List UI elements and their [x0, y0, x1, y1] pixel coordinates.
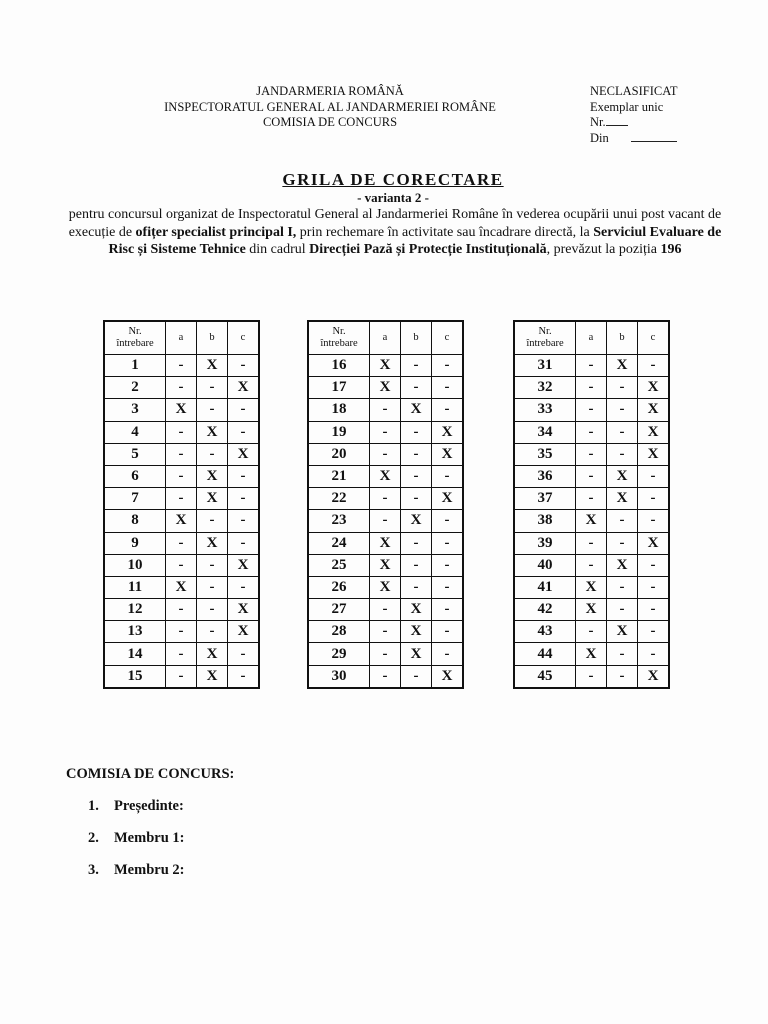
question-number: 9	[104, 532, 166, 554]
question-number: 15	[104, 665, 166, 688]
answer-cell-c: -	[228, 510, 260, 532]
answer-cell-c: -	[228, 399, 260, 421]
answer-cell-c: -	[638, 643, 670, 665]
question-number: 42	[514, 599, 576, 621]
answer-cell-a: -	[166, 355, 197, 377]
din-line	[631, 131, 677, 142]
answer-cell-b: X	[607, 554, 638, 576]
table-row	[308, 599, 463, 621]
table-row	[104, 399, 259, 421]
table-row	[104, 576, 259, 598]
table-row	[514, 465, 669, 487]
answer-cell-a: -	[576, 399, 607, 421]
answer-cell-c: X	[638, 443, 670, 465]
answer-cell-a: -	[166, 621, 197, 643]
intro-paragraph: pentru concursul organizat de Inspectoratul General al Jandarmeriei Române în vederea ocupării unui post vacant de execuție de ofițer specialist principal I, prin rechemare în activitate sau încadrare directă, la Serviciul Evaluare de Risc și Sisteme Tehnice din cadrul Direcției Pază și Protecție Instituțională, prevăzut la poziția 196	[68, 207, 722, 257]
header-nr: Nr.	[128, 326, 142, 337]
option-header-c: c	[432, 321, 464, 355]
member-row: 1. Președinte:	[88, 798, 184, 830]
option-header-b: b	[197, 321, 228, 355]
table-row	[514, 665, 669, 688]
table-row	[514, 554, 669, 576]
question-number: 20	[308, 443, 370, 465]
answer-cell-a: -	[166, 532, 197, 554]
table-row	[308, 532, 463, 554]
table-row	[308, 443, 463, 465]
answer-cell-c: X	[638, 665, 670, 688]
answer-cell-a: X	[576, 643, 607, 665]
answer-cell-b: X	[197, 355, 228, 377]
answer-cell-b: -	[607, 510, 638, 532]
header-nr: Nr.	[538, 326, 552, 337]
answer-cell-c: X	[228, 443, 260, 465]
question-number: 44	[514, 643, 576, 665]
answer-cell-c: -	[228, 665, 260, 688]
answer-cell-c: X	[638, 532, 670, 554]
question-number: 36	[514, 465, 576, 487]
question-number: 16	[308, 355, 370, 377]
question-number: 26	[308, 576, 370, 598]
question-number: 8	[104, 510, 166, 532]
table-row	[104, 465, 259, 487]
answer-cell-b: -	[197, 554, 228, 576]
table-row	[104, 443, 259, 465]
answer-cell-b: -	[197, 576, 228, 598]
table-row	[514, 532, 669, 554]
answer-cell-b: X	[197, 643, 228, 665]
nr-label: Nr.	[590, 115, 606, 129]
answer-cell-b: -	[197, 621, 228, 643]
question-number: 33	[514, 399, 576, 421]
question-number: 30	[308, 665, 370, 688]
table-row	[308, 355, 463, 377]
nr-field	[590, 115, 750, 131]
answer-cell-a: X	[576, 510, 607, 532]
answer-cell-b: -	[401, 377, 432, 399]
option-header-a: a	[166, 321, 197, 355]
question-number: 19	[308, 421, 370, 443]
question-number: 18	[308, 399, 370, 421]
answer-cell-c: X	[228, 599, 260, 621]
answer-cell-a: -	[166, 599, 197, 621]
question-number: 13	[104, 621, 166, 643]
answer-cell-c: X	[432, 443, 464, 465]
answer-cell-c: -	[228, 355, 260, 377]
table-row	[308, 665, 463, 688]
answer-cell-c: -	[638, 510, 670, 532]
answer-cell-a: X	[370, 377, 401, 399]
table-row	[104, 510, 259, 532]
member-row: 2. Membru 1:	[88, 830, 184, 862]
table-row	[104, 532, 259, 554]
table-header-row	[308, 321, 463, 355]
answer-cell-c: -	[638, 576, 670, 598]
answer-cell-b: X	[197, 488, 228, 510]
question-number: 12	[104, 599, 166, 621]
answer-cell-b: -	[401, 665, 432, 688]
answer-cell-b: -	[401, 532, 432, 554]
answer-table-2	[307, 320, 464, 689]
din-field	[590, 131, 750, 147]
answer-cell-c: -	[432, 532, 464, 554]
answer-cell-a: -	[576, 355, 607, 377]
answer-cell-b: -	[401, 421, 432, 443]
answer-table-3	[513, 320, 670, 689]
answer-cell-a: -	[166, 465, 197, 487]
table-header-row	[514, 321, 669, 355]
question-number: 23	[308, 510, 370, 532]
answer-cell-c: -	[432, 576, 464, 598]
table-row	[104, 355, 259, 377]
table-row	[514, 510, 669, 532]
classification-block	[590, 84, 750, 146]
answer-cell-b: X	[197, 665, 228, 688]
answer-cell-c: -	[432, 643, 464, 665]
answer-cell-b: X	[197, 532, 228, 554]
answer-cell-b: X	[401, 599, 432, 621]
answer-cell-a: -	[576, 443, 607, 465]
answer-cell-b: -	[401, 355, 432, 377]
answer-cell-c: -	[228, 532, 260, 554]
answer-cell-a: -	[576, 465, 607, 487]
answer-cell-b: -	[607, 399, 638, 421]
table-row	[514, 399, 669, 421]
table-row	[308, 643, 463, 665]
answer-cell-a: -	[370, 621, 401, 643]
answer-cell-c: -	[228, 465, 260, 487]
member-label: Membru 2:	[114, 862, 185, 878]
answer-cell-a: -	[576, 554, 607, 576]
nr-line	[606, 115, 628, 126]
question-number: 39	[514, 532, 576, 554]
question-number: 10	[104, 554, 166, 576]
table-row	[308, 465, 463, 487]
answer-cell-c: X	[228, 621, 260, 643]
header-intrebare: întrebare	[320, 338, 358, 349]
answer-cell-b: -	[197, 377, 228, 399]
table-row	[104, 488, 259, 510]
option-header-b: b	[401, 321, 432, 355]
answer-cell-a: -	[166, 443, 197, 465]
table-row	[514, 576, 669, 598]
table-row	[514, 599, 669, 621]
answer-cell-a: -	[576, 421, 607, 443]
question-number: 6	[104, 465, 166, 487]
table-row	[308, 510, 463, 532]
answer-cell-b: X	[197, 465, 228, 487]
question-number: 24	[308, 532, 370, 554]
answer-cell-c: X	[432, 665, 464, 688]
option-header-a: a	[370, 321, 401, 355]
question-number: 4	[104, 421, 166, 443]
din-label: Din	[590, 130, 609, 145]
table-row	[104, 665, 259, 688]
answer-cell-a: X	[370, 355, 401, 377]
answer-cell-a: -	[166, 421, 197, 443]
table-row	[514, 643, 669, 665]
member-row: 3. Membru 2:	[88, 862, 184, 894]
answer-cell-c: X	[432, 488, 464, 510]
answer-cell-a: -	[576, 488, 607, 510]
exemplar: Exemplar unic	[590, 99, 664, 114]
answer-cell-b: -	[401, 465, 432, 487]
question-number: 21	[308, 465, 370, 487]
question-number: 2	[104, 377, 166, 399]
answer-cell-c: X	[228, 377, 260, 399]
answer-cell-c: -	[432, 621, 464, 643]
answer-cell-c: -	[432, 510, 464, 532]
question-number: 28	[308, 621, 370, 643]
question-number: 38	[514, 510, 576, 532]
answer-cell-c: -	[432, 399, 464, 421]
answer-cell-c: -	[638, 554, 670, 576]
question-number: 27	[308, 599, 370, 621]
answer-cell-c: -	[228, 488, 260, 510]
option-header-b: b	[607, 321, 638, 355]
table-row	[308, 554, 463, 576]
answer-cell-a: -	[370, 399, 401, 421]
answer-cell-a: X	[166, 576, 197, 598]
answer-cell-b: X	[401, 621, 432, 643]
answer-cell-c: -	[228, 421, 260, 443]
answer-cell-c: -	[228, 643, 260, 665]
table-row	[104, 421, 259, 443]
answer-cell-b: -	[197, 510, 228, 532]
table-row	[514, 377, 669, 399]
table-row	[104, 599, 259, 621]
issuer-line-2: INSPECTORATUL GENERAL AL JANDARMERIEI ROMÂNE	[164, 99, 496, 114]
answer-cell-b: -	[607, 643, 638, 665]
table-row	[514, 443, 669, 465]
answer-cell-b: -	[401, 443, 432, 465]
table-row	[104, 643, 259, 665]
answer-cell-c: X	[638, 377, 670, 399]
answer-cell-b: -	[401, 488, 432, 510]
answer-cell-b: X	[401, 399, 432, 421]
member-label: Membru 1:	[114, 830, 185, 846]
answer-cell-c: X	[228, 554, 260, 576]
answer-cell-c: -	[432, 554, 464, 576]
option-header-c: c	[638, 321, 670, 355]
classification: NECLASIFICAT	[590, 84, 678, 98]
question-number-header	[308, 321, 370, 355]
answer-cell-c: -	[638, 599, 670, 621]
question-number: 34	[514, 421, 576, 443]
table-row	[514, 421, 669, 443]
answer-cell-b: -	[401, 576, 432, 598]
table-row	[308, 488, 463, 510]
question-number: 35	[514, 443, 576, 465]
question-number-header	[104, 321, 166, 355]
question-number: 1	[104, 355, 166, 377]
question-number: 45	[514, 665, 576, 688]
answer-cell-c: -	[432, 377, 464, 399]
answer-cell-a: X	[576, 576, 607, 598]
answer-cell-a: -	[370, 488, 401, 510]
commission-members	[88, 798, 184, 894]
table-row	[308, 377, 463, 399]
question-number: 14	[104, 643, 166, 665]
table-row	[308, 621, 463, 643]
question-number: 41	[514, 576, 576, 598]
commission-heading: COMISIA DE CONCURS:	[66, 766, 235, 782]
table-row	[308, 421, 463, 443]
question-number: 29	[308, 643, 370, 665]
answer-cell-b: X	[607, 488, 638, 510]
table-row	[308, 576, 463, 598]
answer-cell-b: -	[401, 554, 432, 576]
answer-cell-c: X	[638, 399, 670, 421]
answer-cell-b: -	[607, 377, 638, 399]
question-number: 32	[514, 377, 576, 399]
answer-cell-c: -	[638, 465, 670, 487]
question-number: 31	[514, 355, 576, 377]
answer-cell-a: -	[166, 377, 197, 399]
answer-cell-a: -	[576, 621, 607, 643]
answer-cell-a: X	[370, 554, 401, 576]
answer-cell-a: -	[370, 421, 401, 443]
answer-cell-c: -	[638, 355, 670, 377]
answer-cell-b: -	[197, 599, 228, 621]
question-number: 17	[308, 377, 370, 399]
answer-cell-a: X	[166, 510, 197, 532]
answer-cell-c: X	[432, 421, 464, 443]
answer-cell-a: -	[576, 665, 607, 688]
member-label: Președinte:	[114, 798, 184, 814]
answer-cell-a: X	[576, 599, 607, 621]
answer-cell-b: -	[607, 665, 638, 688]
answer-cell-c: -	[228, 576, 260, 598]
question-number: 25	[308, 554, 370, 576]
table-row	[104, 377, 259, 399]
table-row	[514, 355, 669, 377]
answer-cell-c: X	[638, 421, 670, 443]
answer-cell-a: X	[166, 399, 197, 421]
answer-cell-a: -	[576, 377, 607, 399]
answer-table-1	[103, 320, 260, 689]
question-number: 37	[514, 488, 576, 510]
answer-cell-c: -	[432, 465, 464, 487]
answer-cell-a: X	[370, 576, 401, 598]
answer-cell-a: X	[370, 532, 401, 554]
answer-cell-b: X	[607, 465, 638, 487]
answer-cell-a: -	[166, 488, 197, 510]
header-nr: Nr.	[332, 326, 346, 337]
page-subtitle: - varianta 2 -	[357, 190, 429, 205]
answer-cell-a: X	[370, 465, 401, 487]
answer-cell-a: -	[166, 643, 197, 665]
issuer-line-3: COMISIA DE CONCURS	[262, 115, 398, 129]
answer-cell-a: -	[576, 532, 607, 554]
page-title: GRILA DE CORECTARE	[282, 170, 504, 189]
option-header-a: a	[576, 321, 607, 355]
answer-cell-b: -	[197, 443, 228, 465]
answer-cell-c: -	[432, 355, 464, 377]
answer-cell-b: -	[607, 576, 638, 598]
question-number: 11	[104, 576, 166, 598]
table-row	[514, 621, 669, 643]
header-intrebare: întrebare	[526, 338, 564, 349]
question-number: 5	[104, 443, 166, 465]
answer-cell-b: -	[607, 421, 638, 443]
table-row	[514, 488, 669, 510]
table-row	[104, 621, 259, 643]
answer-cell-a: -	[166, 554, 197, 576]
answer-cell-b: -	[607, 599, 638, 621]
issuer-block	[140, 84, 520, 131]
answer-cell-a: -	[370, 510, 401, 532]
answer-cell-b: X	[607, 355, 638, 377]
answer-cell-b: -	[607, 443, 638, 465]
answer-cell-b: -	[197, 399, 228, 421]
table-row	[104, 554, 259, 576]
option-header-c: c	[228, 321, 260, 355]
answer-cell-b: X	[401, 643, 432, 665]
question-number: 7	[104, 488, 166, 510]
question-number: 3	[104, 399, 166, 421]
answer-cell-c: -	[638, 621, 670, 643]
answer-cell-a: -	[370, 665, 401, 688]
question-number: 22	[308, 488, 370, 510]
answer-cell-c: -	[638, 488, 670, 510]
table-row	[308, 399, 463, 421]
answer-cell-a: -	[370, 599, 401, 621]
issuer-line-1: JANDARMERIA ROMÂNĂ	[256, 84, 404, 98]
table-header-row	[104, 321, 259, 355]
answer-cell-b: X	[197, 421, 228, 443]
question-number-header	[514, 321, 576, 355]
answer-cell-b: X	[607, 621, 638, 643]
answer-cell-c: -	[432, 599, 464, 621]
header-intrebare: întrebare	[116, 338, 154, 349]
answer-cell-a: -	[370, 443, 401, 465]
answer-cell-b: -	[607, 532, 638, 554]
question-number: 43	[514, 621, 576, 643]
answer-cell-b: X	[401, 510, 432, 532]
answer-cell-a: -	[166, 665, 197, 688]
question-number: 40	[514, 554, 576, 576]
answer-cell-a: -	[370, 643, 401, 665]
